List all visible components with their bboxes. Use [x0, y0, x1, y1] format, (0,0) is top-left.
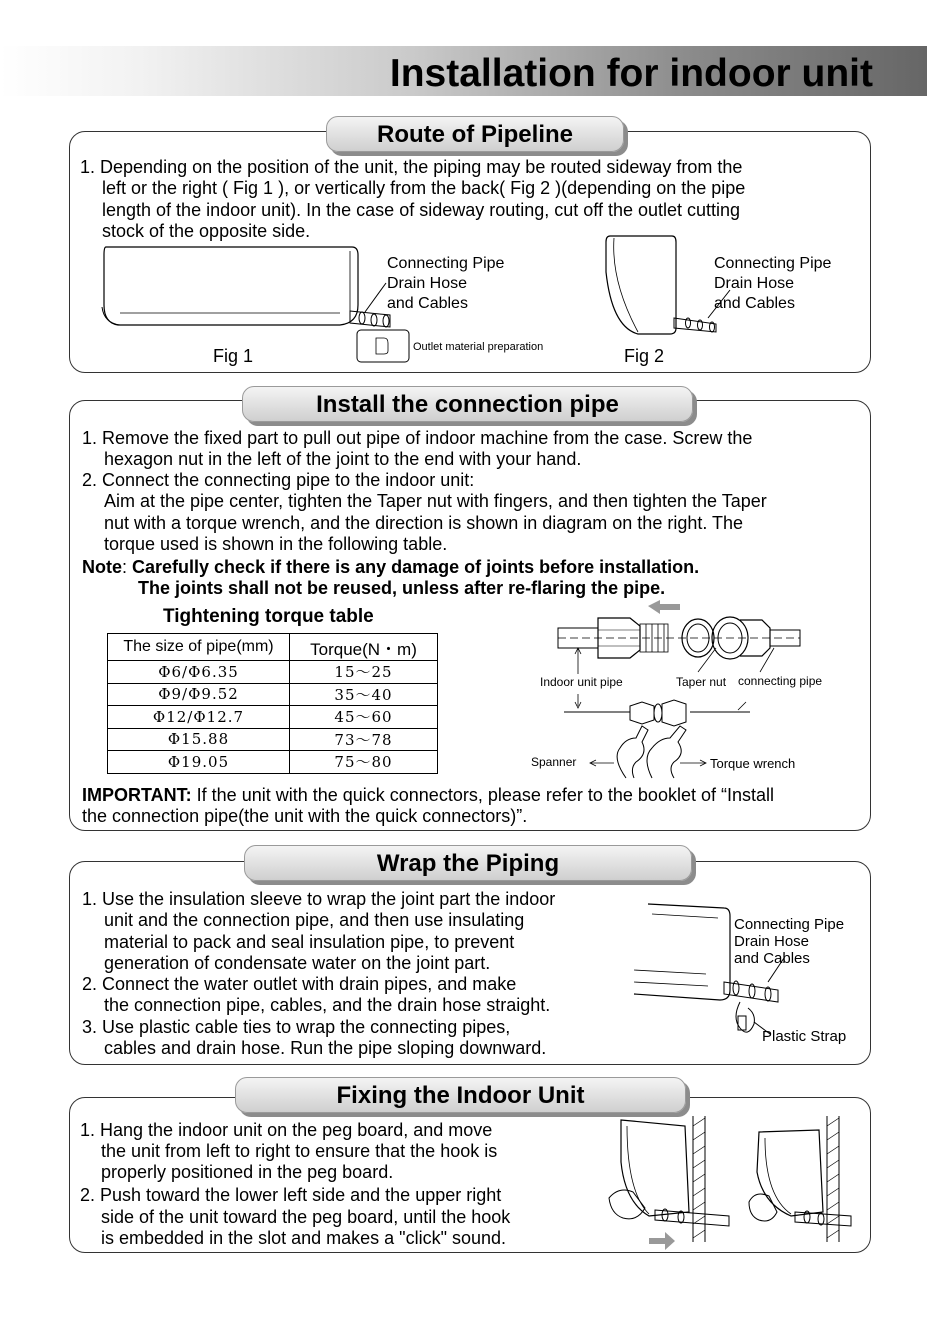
wrap-line-7: 3. Use plastic cable ties to wrap the connecting pipes, [82, 1017, 511, 1037]
wrap-line-3: material to pack and seal insulation pipe, to prevent [104, 932, 515, 952]
route-tab: Route of Pipeline [326, 116, 624, 152]
fix-tab: Fixing the Indoor Unit [235, 1077, 686, 1113]
fig2-caption: Fig 2 [624, 346, 665, 366]
connect-line-3: 2. Connect the connecting pipe to the indoor unit: [82, 470, 475, 490]
connect-line-1: 1. Remove the fixed part to pull out pipe of indoor machine from the case. Screw the [82, 428, 753, 448]
fix-line-4: 2. Push toward the lower left side and the upper right [80, 1185, 502, 1205]
table-cell-torque: 75～80 [290, 751, 438, 774]
fix-line-3: properly positioned in the peg board. [101, 1162, 394, 1182]
table-header-size: The size of pipe(mm) [108, 634, 290, 661]
table-cell-torque: 15～25 [290, 661, 438, 684]
fig1-label-cables: and Cables [387, 295, 468, 312]
label-taper-nut: Taper nut [676, 675, 727, 689]
table-cell-size: Φ19.05 [108, 751, 290, 774]
table-row [108, 728, 438, 751]
torque-table-title: Tightening torque table [163, 606, 374, 627]
wrap-line-8: cables and drain hose. Run the pipe sloping downward. [104, 1038, 547, 1058]
table-cell-torque: 35～40 [290, 683, 438, 706]
table-cell-size: Φ12/Φ12.7 [108, 706, 290, 729]
wrap-line-6: the connection pipe, cables, and the drain hose straight. [104, 995, 551, 1015]
route-line-1: 1. Depending on the position of the unit, the piping may be routed sideway from the [80, 157, 743, 177]
label-connecting-pipe: connecting pipe [738, 674, 823, 688]
fix-line-1: 1. Hang the indoor unit on the peg board, and move [80, 1120, 493, 1140]
label-indoor-unit-pipe: Indoor unit pipe [540, 675, 623, 689]
outlet-note: Outlet material preparation [413, 341, 544, 353]
label-torque-wrench: Torque wrench [710, 756, 796, 771]
fix-line-2: the unit from left to right to ensure that the hook is [101, 1141, 498, 1161]
label-spanner: Spanner [531, 755, 577, 769]
wrap-tab: Wrap the Piping [244, 845, 692, 881]
plastic-strap-label: Plastic Strap [762, 1028, 847, 1045]
table-cell-size: Φ6/Φ6.35 [108, 661, 290, 684]
table-header-torque: Torque(N・m) [290, 634, 438, 661]
wrap-label-connecting-pipe: Connecting Pipe [734, 916, 845, 933]
connect-line-6: torque used is shown in the following table. [104, 534, 448, 554]
table-row [108, 683, 438, 706]
fig2-label-drain-hose: Drain Hose [714, 275, 795, 292]
table-cell-torque: 45～60 [290, 706, 438, 729]
torque-table [107, 633, 438, 774]
fix-line-5: side of the unit toward the peg board, until the hook [101, 1207, 511, 1227]
important-label: IMPORTANT: [82, 785, 192, 805]
note-text-1: Carefully check if there is any damage of joints before installation. [132, 557, 700, 577]
route-line-4: stock of the opposite side. [102, 221, 311, 241]
fig2-label-cables: and Cables [714, 295, 795, 312]
table-row [108, 706, 438, 729]
table-row [108, 661, 438, 684]
note-label: Note [82, 557, 122, 577]
page-title: Installation for indoor unit [389, 52, 873, 95]
wrap-line-1: 1. Use the insulation sleeve to wrap the joint part the indoor [82, 889, 556, 909]
fig1-label-connecting-pipe: Connecting Pipe [387, 255, 505, 272]
wrap-line-2: unit and the connection pipe, and then use insulating [104, 910, 525, 930]
wrap-label-drain-hose: Drain Hose [734, 933, 810, 950]
connect-tab: Install the connection pipe [242, 386, 693, 422]
table-cell-torque: 73～78 [290, 728, 438, 751]
fig1-caption: Fig 1 [213, 346, 254, 366]
important-text: If the unit with the quick connectors, please refer to the booklet of “Install [196, 785, 774, 805]
important-line-2: the connection pipe(the unit with the quick connectors)”. [82, 806, 528, 826]
table-cell-size: Φ9/Φ9.52 [108, 683, 290, 706]
wrap-line-4: generation of condensate water on the joint part. [104, 953, 491, 973]
table-row [108, 751, 438, 774]
fix-line-6: is embedded in the slot and makes a "click" sound. [101, 1228, 506, 1248]
fig1-unit-illustration [100, 243, 410, 363]
connect-line-4: Aim at the pipe center, tighten the Taper nut with fingers, and then tighten the Taper [104, 491, 767, 511]
table-cell-size: Φ15.88 [108, 728, 290, 751]
fig1-label-drain-hose: Drain Hose [387, 275, 468, 292]
note-line-2: The joints shall not be reused, unless after re-flaring the pipe. [138, 578, 666, 598]
route-line-2: left or the right ( Fig 1 ), or vertically from the back( Fig 2 )(depending on the pipe [102, 178, 746, 198]
connect-line-5: nut with a torque wrench, and the direction is shown in diagram on the right. The [104, 513, 744, 533]
connect-line-2: hexagon nut in the left of the joint to the end with your hand. [104, 449, 582, 469]
fig2-label-connecting-pipe: Connecting Pipe [714, 255, 832, 272]
important-line-1 [82, 785, 774, 807]
wrap-label-cables: and Cables [734, 950, 810, 967]
note-line-1: Note: Carefully check if there is any damage of joints before installation. [82, 557, 700, 577]
route-line-3: length of the indoor unit). In the case of sideway routing, cut off the outlet cutting [102, 200, 741, 220]
wrap-line-5: 2. Connect the water outlet with drain pipes, and make [82, 974, 517, 994]
fixing-illustration [605, 1112, 855, 1252]
